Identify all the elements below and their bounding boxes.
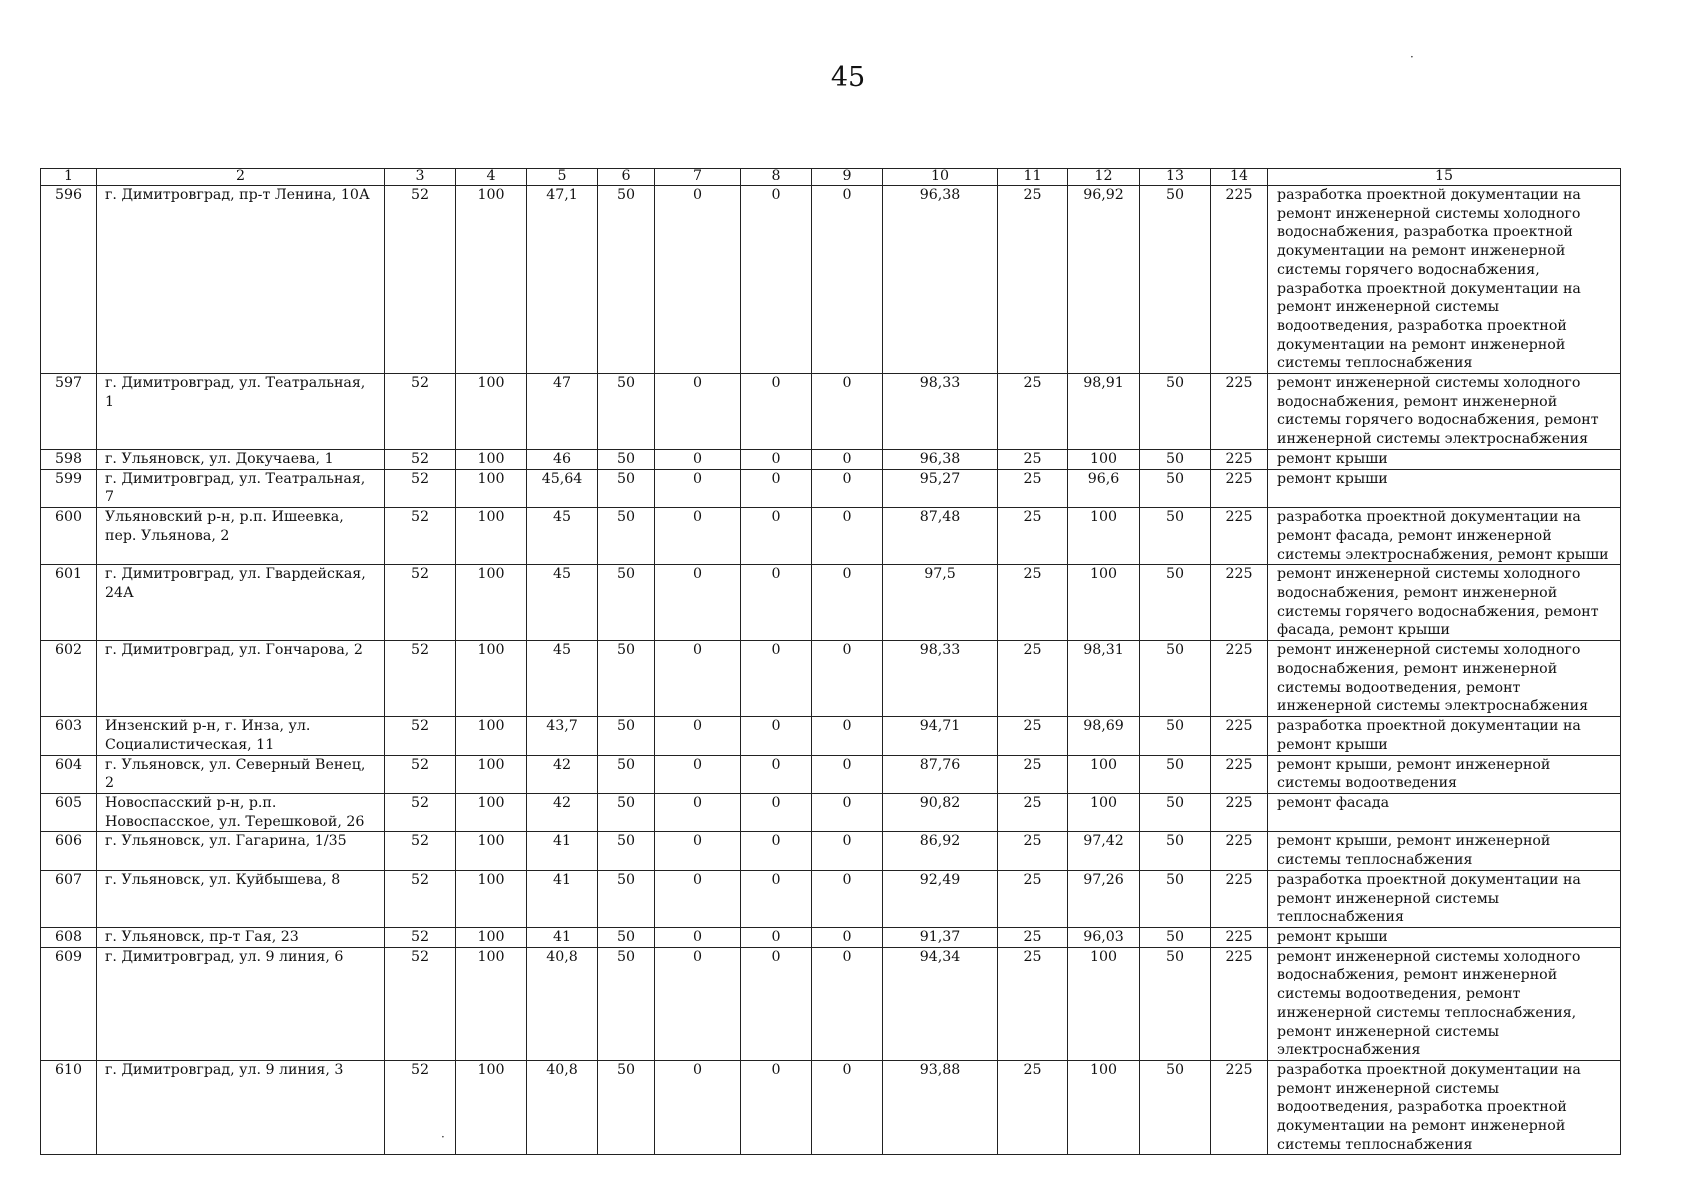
cell-col-7: 0 [655,870,741,927]
cell-col-3: 52 [385,469,456,507]
cell-col-7: 0 [655,469,741,507]
table-row [41,870,1621,927]
cell-col-4: 100 [456,508,527,565]
row-number-cell: 610 [41,1060,97,1155]
cell-col-12: 100 [1068,1060,1140,1155]
cell-col-10: 96,38 [883,450,998,470]
cell-col-14: 225 [1211,450,1268,470]
cell-col-14: 225 [1211,927,1268,947]
cell-col-13: 50 [1140,717,1211,755]
column-header-1: 1 [41,169,97,186]
cell-col-5: 45,64 [527,469,598,507]
cell-col-8: 0 [741,508,812,565]
cell-col-12: 100 [1068,450,1140,470]
cell-col-6: 50 [598,794,655,832]
address-cell: г. Димитровград, пр-т Ленина, 10А [97,186,385,374]
work-type-cell: ремонт крыши [1268,469,1621,507]
cell-col-12: 100 [1068,508,1140,565]
cell-col-7: 0 [655,450,741,470]
column-header-12: 12 [1068,169,1140,186]
cell-col-9: 0 [812,508,883,565]
address-cell: Инзенский р-н, г. Инза, ул. Социалистическая, 11 [97,717,385,755]
cell-col-3: 52 [385,508,456,565]
work-type-cell: ремонт фасада [1268,794,1621,832]
work-type-cell: разработка проектной документации на ремонт крыши [1268,717,1621,755]
cell-col-7: 0 [655,508,741,565]
address-cell: г. Димитровград, ул. Гвардейская, 24А [97,565,385,641]
cell-col-6: 50 [598,1060,655,1155]
table-row [41,565,1621,641]
cell-col-8: 0 [741,947,812,1060]
cell-col-13: 50 [1140,565,1211,641]
cell-col-9: 0 [812,374,883,450]
cell-col-13: 50 [1140,947,1211,1060]
cell-col-10: 91,37 [883,927,998,947]
cell-col-14: 225 [1211,374,1268,450]
cell-col-9: 0 [812,1060,883,1155]
cell-col-13: 50 [1140,641,1211,717]
row-number-cell: 608 [41,927,97,947]
work-type-cell: разработка проектной документации на ремонт инженерной системы водоотведения, разработка проектной документации на ремонт инженерной системы теплоснабжения [1268,1060,1621,1155]
cell-col-13: 50 [1140,469,1211,507]
cell-col-14: 225 [1211,832,1268,870]
cell-col-13: 50 [1140,755,1211,793]
work-type-cell: ремонт инженерной системы холодного водоснабжения, ремонт инженерной системы горячего водоснабжения, ремонт инженерной системы электроснабжения [1268,374,1621,450]
cell-col-8: 0 [741,1060,812,1155]
cell-col-11: 25 [998,450,1068,470]
cell-col-7: 0 [655,374,741,450]
cell-col-10: 96,38 [883,186,998,374]
column-header-13: 13 [1140,169,1211,186]
cell-col-4: 100 [456,947,527,1060]
cell-col-5: 45 [527,565,598,641]
cell-col-14: 225 [1211,469,1268,507]
cell-col-4: 100 [456,832,527,870]
cell-col-9: 0 [812,794,883,832]
cell-col-4: 100 [456,186,527,374]
cell-col-8: 0 [741,927,812,947]
column-header-4: 4 [456,169,527,186]
row-number-cell: 598 [41,450,97,470]
address-cell: г. Димитровград, ул. Гончарова, 2 [97,641,385,717]
cell-col-8: 0 [741,374,812,450]
cell-col-10: 90,82 [883,794,998,832]
cell-col-10: 92,49 [883,870,998,927]
table-row [41,641,1621,717]
cell-col-6: 50 [598,927,655,947]
cell-col-11: 25 [998,755,1068,793]
cell-col-12: 100 [1068,565,1140,641]
cell-col-14: 225 [1211,641,1268,717]
cell-col-14: 225 [1211,794,1268,832]
cell-col-3: 52 [385,947,456,1060]
cell-col-4: 100 [456,565,527,641]
cell-col-3: 52 [385,794,456,832]
row-number-cell: 609 [41,947,97,1060]
cell-col-5: 41 [527,870,598,927]
cell-col-9: 0 [812,717,883,755]
cell-col-12: 98,69 [1068,717,1140,755]
row-number-cell: 604 [41,755,97,793]
column-header-14: 14 [1211,169,1268,186]
cell-col-8: 0 [741,832,812,870]
repair-program-table [40,168,1621,1155]
table-row [41,927,1621,947]
column-header-6: 6 [598,169,655,186]
cell-col-10: 93,88 [883,1060,998,1155]
cell-col-14: 225 [1211,1060,1268,1155]
table-row [41,717,1621,755]
column-header-2: 2 [97,169,385,186]
scan-speck: · [1410,50,1414,64]
cell-col-5: 42 [527,755,598,793]
cell-col-5: 45 [527,641,598,717]
row-number-cell: 602 [41,641,97,717]
cell-col-7: 0 [655,927,741,947]
cell-col-11: 25 [998,508,1068,565]
cell-col-3: 52 [385,374,456,450]
work-type-cell: ремонт инженерной системы холодного водоснабжения, ремонт инженерной системы водоотведения, ремонт инженерной системы теплоснабжения, ремонт инженерной системы электроснабжения [1268,947,1621,1060]
work-type-cell: ремонт крыши [1268,927,1621,947]
cell-col-6: 50 [598,947,655,1060]
cell-col-13: 50 [1140,374,1211,450]
column-header-9: 9 [812,169,883,186]
cell-col-9: 0 [812,947,883,1060]
column-header-5: 5 [527,169,598,186]
cell-col-11: 25 [998,947,1068,1060]
cell-col-11: 25 [998,469,1068,507]
cell-col-14: 225 [1211,870,1268,927]
address-cell: г. Димитровград, ул. 9 линия, 6 [97,947,385,1060]
address-cell: г. Димитровград, ул. Театральная, 1 [97,374,385,450]
address-cell: Новоспасский р-н, р.п. Новоспасское, ул. Терешковой, 26 [97,794,385,832]
cell-col-5: 41 [527,927,598,947]
row-number-cell: 600 [41,508,97,565]
cell-col-7: 0 [655,947,741,1060]
cell-col-3: 52 [385,717,456,755]
table-body [41,186,1621,1155]
cell-col-14: 225 [1211,508,1268,565]
cell-col-8: 0 [741,186,812,374]
column-header-3: 3 [385,169,456,186]
cell-col-10: 87,48 [883,508,998,565]
column-header-8: 8 [741,169,812,186]
cell-col-8: 0 [741,450,812,470]
table-row [41,374,1621,450]
work-type-cell: ремонт крыши, ремонт инженерной системы теплоснабжения [1268,832,1621,870]
cell-col-11: 25 [998,717,1068,755]
cell-col-4: 100 [456,794,527,832]
cell-col-6: 50 [598,508,655,565]
cell-col-5: 47,1 [527,186,598,374]
cell-col-5: 47 [527,374,598,450]
cell-col-10: 87,76 [883,755,998,793]
cell-col-11: 25 [998,186,1068,374]
cell-col-11: 25 [998,870,1068,927]
cell-col-8: 0 [741,794,812,832]
cell-col-5: 43,7 [527,717,598,755]
cell-col-13: 50 [1140,870,1211,927]
cell-col-4: 100 [456,927,527,947]
cell-col-12: 96,03 [1068,927,1140,947]
cell-col-10: 86,92 [883,832,998,870]
cell-col-12: 96,6 [1068,469,1140,507]
cell-col-5: 46 [527,450,598,470]
cell-col-9: 0 [812,870,883,927]
cell-col-10: 94,71 [883,717,998,755]
cell-col-11: 25 [998,1060,1068,1155]
cell-col-14: 225 [1211,186,1268,374]
row-number-cell: 599 [41,469,97,507]
cell-col-13: 50 [1140,794,1211,832]
cell-col-6: 50 [598,469,655,507]
cell-col-13: 50 [1140,508,1211,565]
cell-col-5: 42 [527,794,598,832]
column-number-header-row [41,169,1621,186]
cell-col-4: 100 [456,717,527,755]
work-type-cell: разработка проектной документации на ремонт инженерной системы теплоснабжения [1268,870,1621,927]
table-row [41,186,1621,374]
scan-speck: · [441,1130,445,1144]
cell-col-8: 0 [741,755,812,793]
column-header-7: 7 [655,169,741,186]
cell-col-4: 100 [456,755,527,793]
cell-col-14: 225 [1211,717,1268,755]
cell-col-12: 100 [1068,794,1140,832]
address-cell: г. Димитровград, ул. Театральная, 7 [97,469,385,507]
table-row [41,755,1621,793]
cell-col-9: 0 [812,755,883,793]
cell-col-6: 50 [598,717,655,755]
cell-col-4: 100 [456,469,527,507]
cell-col-7: 0 [655,186,741,374]
cell-col-9: 0 [812,832,883,870]
cell-col-13: 50 [1140,450,1211,470]
table-row [41,508,1621,565]
row-number-cell: 603 [41,717,97,755]
page-number: 45 [830,62,866,93]
table-row [41,794,1621,832]
cell-col-6: 50 [598,641,655,717]
column-header-10: 10 [883,169,998,186]
cell-col-8: 0 [741,717,812,755]
row-number-cell: 597 [41,374,97,450]
cell-col-3: 52 [385,450,456,470]
cell-col-5: 41 [527,832,598,870]
cell-col-4: 100 [456,374,527,450]
cell-col-3: 52 [385,641,456,717]
address-cell: г. Ульяновск, ул. Северный Венец, 2 [97,755,385,793]
cell-col-13: 50 [1140,186,1211,374]
cell-col-11: 25 [998,832,1068,870]
cell-col-5: 45 [527,508,598,565]
cell-col-8: 0 [741,870,812,927]
cell-col-7: 0 [655,794,741,832]
work-type-cell: ремонт инженерной системы холодного водоснабжения, ремонт инженерной системы горячего водоснабжения, ремонт фасада, ремонт крыши [1268,565,1621,641]
cell-col-7: 0 [655,1060,741,1155]
work-type-cell: разработка проектной документации на ремонт фасада, ремонт инженерной системы электроснабжения, ремонт крыши [1268,508,1621,565]
cell-col-3: 52 [385,832,456,870]
cell-col-10: 98,33 [883,374,998,450]
address-cell: г. Ульяновск, ул. Куйбышева, 8 [97,870,385,927]
cell-col-9: 0 [812,565,883,641]
cell-col-9: 0 [812,186,883,374]
cell-col-13: 50 [1140,832,1211,870]
cell-col-3: 52 [385,870,456,927]
cell-col-4: 100 [456,870,527,927]
cell-col-11: 25 [998,565,1068,641]
address-cell: г. Ульяновск, ул. Докучаева, 1 [97,450,385,470]
cell-col-11: 25 [998,794,1068,832]
address-cell: г. Димитровград, ул. 9 линия, 3 [97,1060,385,1155]
column-header-15: 15 [1268,169,1621,186]
cell-col-9: 0 [812,450,883,470]
cell-col-4: 100 [456,641,527,717]
cell-col-10: 98,33 [883,641,998,717]
cell-col-10: 97,5 [883,565,998,641]
cell-col-6: 50 [598,565,655,641]
cell-col-12: 98,91 [1068,374,1140,450]
cell-col-13: 50 [1140,1060,1211,1155]
cell-col-6: 50 [598,870,655,927]
table-row [41,832,1621,870]
address-cell: Ульяновский р-н, р.п. Ишеевка, пер. Ульянова, 2 [97,508,385,565]
cell-col-10: 94,34 [883,947,998,1060]
cell-col-7: 0 [655,832,741,870]
cell-col-7: 0 [655,565,741,641]
cell-col-7: 0 [655,755,741,793]
cell-col-7: 0 [655,717,741,755]
cell-col-3: 52 [385,186,456,374]
cell-col-14: 225 [1211,565,1268,641]
cell-col-12: 97,42 [1068,832,1140,870]
cell-col-8: 0 [741,469,812,507]
row-number-cell: 606 [41,832,97,870]
cell-col-6: 50 [598,755,655,793]
work-type-cell: ремонт крыши [1268,450,1621,470]
cell-col-6: 50 [598,832,655,870]
cell-col-3: 52 [385,1060,456,1155]
cell-col-11: 25 [998,927,1068,947]
cell-col-11: 25 [998,641,1068,717]
table-row [41,1060,1621,1155]
table-row [41,450,1621,470]
cell-col-6: 50 [598,450,655,470]
cell-col-13: 50 [1140,927,1211,947]
cell-col-5: 40,8 [527,1060,598,1155]
cell-col-11: 25 [998,374,1068,450]
cell-col-12: 96,92 [1068,186,1140,374]
cell-col-7: 0 [655,641,741,717]
cell-col-12: 98,31 [1068,641,1140,717]
cell-col-3: 52 [385,565,456,641]
table-row [41,469,1621,507]
address-cell: г. Ульяновск, пр-т Гая, 23 [97,927,385,947]
cell-col-6: 50 [598,374,655,450]
cell-col-10: 95,27 [883,469,998,507]
cell-col-3: 52 [385,927,456,947]
column-header-11: 11 [998,169,1068,186]
cell-col-4: 100 [456,1060,527,1155]
cell-col-8: 0 [741,565,812,641]
row-number-cell: 601 [41,565,97,641]
cell-col-9: 0 [812,641,883,717]
work-type-cell: ремонт инженерной системы холодного водоснабжения, ремонт инженерной системы водоотведения, ремонт инженерной системы электроснабжения [1268,641,1621,717]
cell-col-9: 0 [812,927,883,947]
cell-col-12: 100 [1068,755,1140,793]
cell-col-5: 40,8 [527,947,598,1060]
cell-col-14: 225 [1211,947,1268,1060]
row-number-cell: 605 [41,794,97,832]
cell-col-12: 97,26 [1068,870,1140,927]
cell-col-3: 52 [385,755,456,793]
row-number-cell: 596 [41,186,97,374]
cell-col-12: 100 [1068,947,1140,1060]
row-number-cell: 607 [41,870,97,927]
cell-col-6: 50 [598,186,655,374]
address-cell: г. Ульяновск, ул. Гагарина, 1/35 [97,832,385,870]
cell-col-8: 0 [741,641,812,717]
work-type-cell: разработка проектной документации на ремонт инженерной системы холодного водоснабжения, разработка проектной документации на ремонт инженерной системы горячего водоснабжения, разработка проектной документации на ремонт инженерной системы водоотведения, разработка проектной документации на ремонт инженерной системы теплоснабжения [1268,186,1621,374]
cell-col-4: 100 [456,450,527,470]
work-type-cell: ремонт крыши, ремонт инженерной системы водоотведения [1268,755,1621,793]
cell-col-9: 0 [812,469,883,507]
table-row [41,947,1621,1060]
cell-col-14: 225 [1211,755,1268,793]
